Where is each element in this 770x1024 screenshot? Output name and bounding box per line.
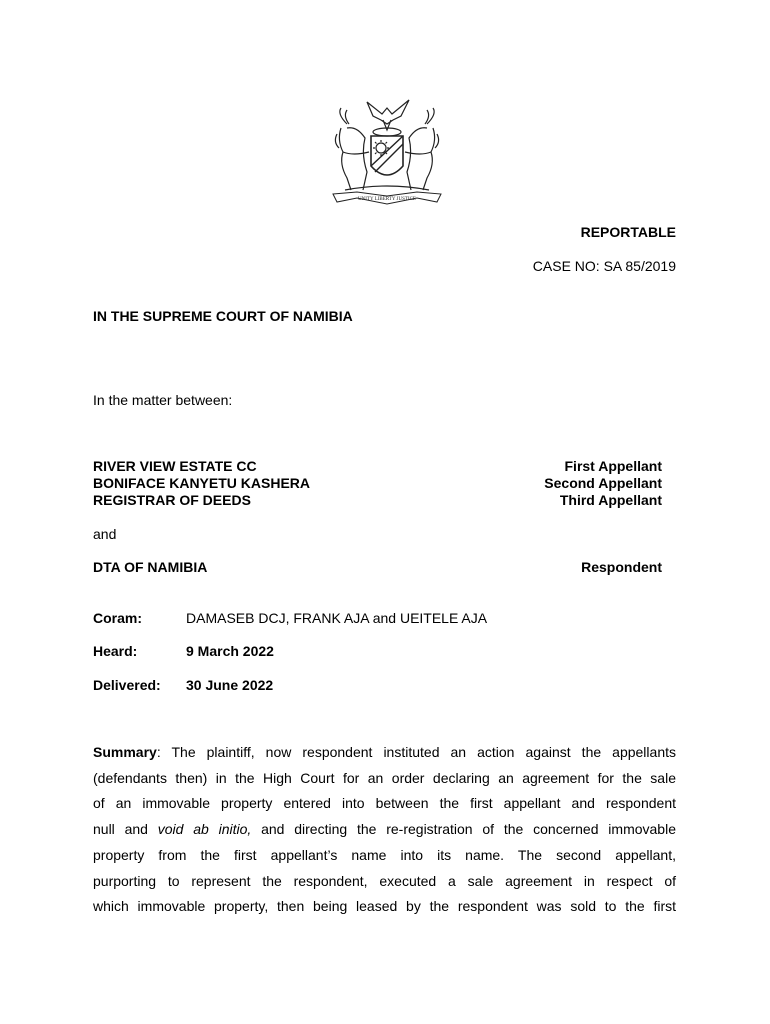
party-role-1: First Appellant xyxy=(564,458,662,474)
coram-value: DAMASEB DCJ, FRANK AJA and UEITELE AJA xyxy=(186,610,488,626)
summary-line-6: purporting to represent the respondent, executed a sale agreement in respect of xyxy=(93,872,676,889)
latin-phrase: void ab initio, xyxy=(157,821,252,838)
matter-intro: In the matter between: xyxy=(93,392,233,408)
crest-motto: UNITY LIBERTY JUSTICE xyxy=(358,197,416,202)
summary-line-4: null and void ab initio, and directing the re-registration of the concerned immovable xyxy=(93,821,676,838)
reportable-label: REPORTABLE xyxy=(580,224,676,240)
summary-line-3: of an immovable property entered into between the first appellant and respondent xyxy=(93,795,676,812)
party-role-3: Third Appellant xyxy=(559,492,662,508)
and-connector: and xyxy=(93,526,117,542)
summary-paragraph xyxy=(93,740,676,920)
delivered-label: Delivered: xyxy=(93,677,161,693)
summary-line-7: which immovable property, then being leased by the respondent was sold to the first xyxy=(93,898,676,915)
coat-of-arms-emblem xyxy=(327,94,447,210)
heard-value: 9 March 2022 xyxy=(186,643,274,659)
summary-line-1: Summary: The plaintiff, now respondent instituted an action against the appellants xyxy=(93,744,676,760)
party-name-3: REGISTRAR OF DEEDS xyxy=(93,492,251,508)
summary-line-5: property from the first appellant’s name into its name. The second appellant, xyxy=(93,846,676,863)
party-name-2: BONIFACE KANYETU KASHERA xyxy=(93,475,311,491)
party-role-2: Second Appellant xyxy=(544,475,662,491)
party-name-1: RIVER VIEW ESTATE CC xyxy=(93,458,257,474)
summary-line-2: (defendants then) in the High Court for an order declaring an agreement for the sale xyxy=(93,769,676,786)
coram-label: Coram: xyxy=(93,610,143,626)
court-title: IN THE SUPREME COURT OF NAMIBIA xyxy=(93,308,353,324)
heard-label: Heard: xyxy=(93,643,138,659)
respondent-role: Respondent xyxy=(581,559,662,575)
summary-label: Summary xyxy=(93,744,157,760)
case-number: CASE NO: SA 85/2019 xyxy=(532,258,676,274)
respondent-name: DTA OF NAMIBIA xyxy=(93,559,208,575)
delivered-value: 30 June 2022 xyxy=(186,677,274,693)
